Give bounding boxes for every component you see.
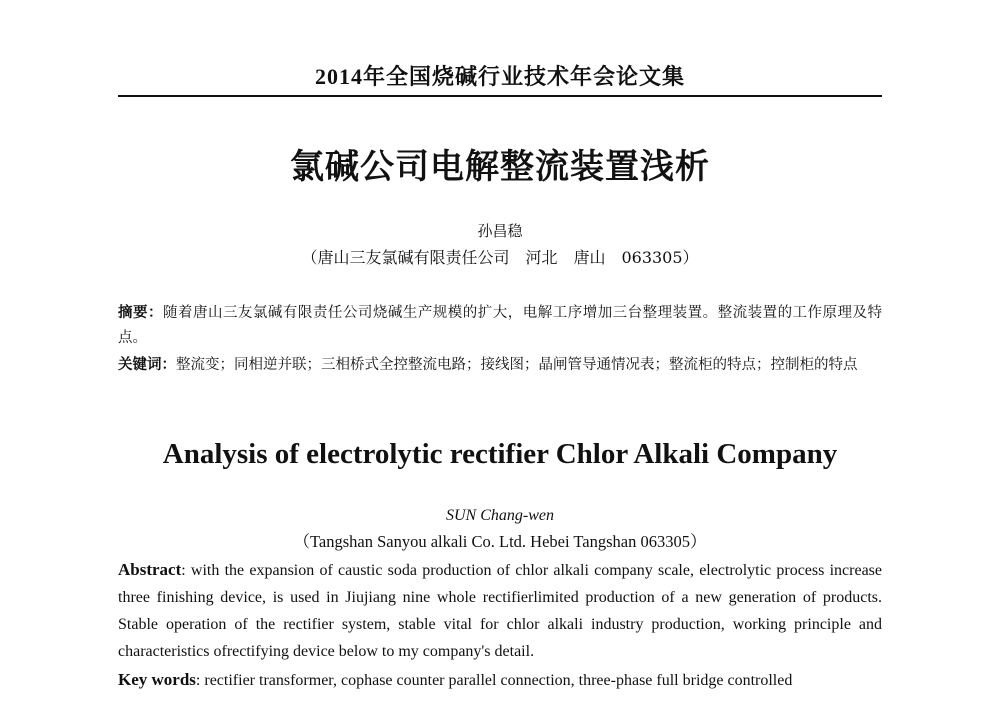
chinese-keywords-label: 关键词：: [118, 357, 176, 373]
chinese-keywords-text: 整流变；同相逆并联；三相桥式全控整流电路；接线图；晶闸管导通情况表；整流柜的特点；控制柜的特点: [176, 357, 858, 373]
english-keywords: [118, 666, 882, 694]
chinese-title: 氯碱公司电解整流装置浅析: [290, 147, 710, 187]
chinese-abstract-text: 随着唐山三友氯碱有限责任公司烧碱生产规模的扩大，电解工序增加三台整理装置。整流装置的工作原理及特点。: [118, 305, 883, 346]
chinese-keywords: [118, 353, 882, 378]
english-author: SUN Chang-wen: [446, 507, 554, 524]
english-affiliation: （Tangshan Sanyou alkali Co. Ltd. Hebei Tangshan 063305）: [293, 532, 707, 551]
english-abstract-label: Abstract: [118, 560, 182, 579]
chinese-abstract-label: 摘要：: [118, 305, 163, 321]
chinese-affiliation: （唐山三友氯碱有限责任公司 河北 唐山 063305）: [301, 248, 699, 267]
english-abstract-text: : with the expansion of caustic soda production of chlor alkali company scale, electrolytic process increase three finishing device, is used in Jiujiang nine whole rectifierlimited production of a new generation of products. Stable operation of the rectifier system, stable vital for chlor alkali industry production, working principle and characteristics ofrectifying device below to my company's detail.: [118, 562, 882, 660]
english-abstract: [118, 556, 882, 665]
chinese-author: 孙昌稳: [477, 222, 523, 240]
english-keywords-label: Key words: [118, 670, 196, 689]
header-rule: [118, 95, 882, 97]
english-keywords-text: : rectifier transformer, cophase counter parallel connection, three-phase full bridge controlled: [195, 672, 793, 689]
chinese-abstract: [118, 301, 882, 351]
running-header: 2014年全国烧碱行业技术年会论文集: [314, 64, 685, 89]
english-title: Analysis of electrolytic rectifier Chlor Alkali Company: [162, 438, 838, 470]
